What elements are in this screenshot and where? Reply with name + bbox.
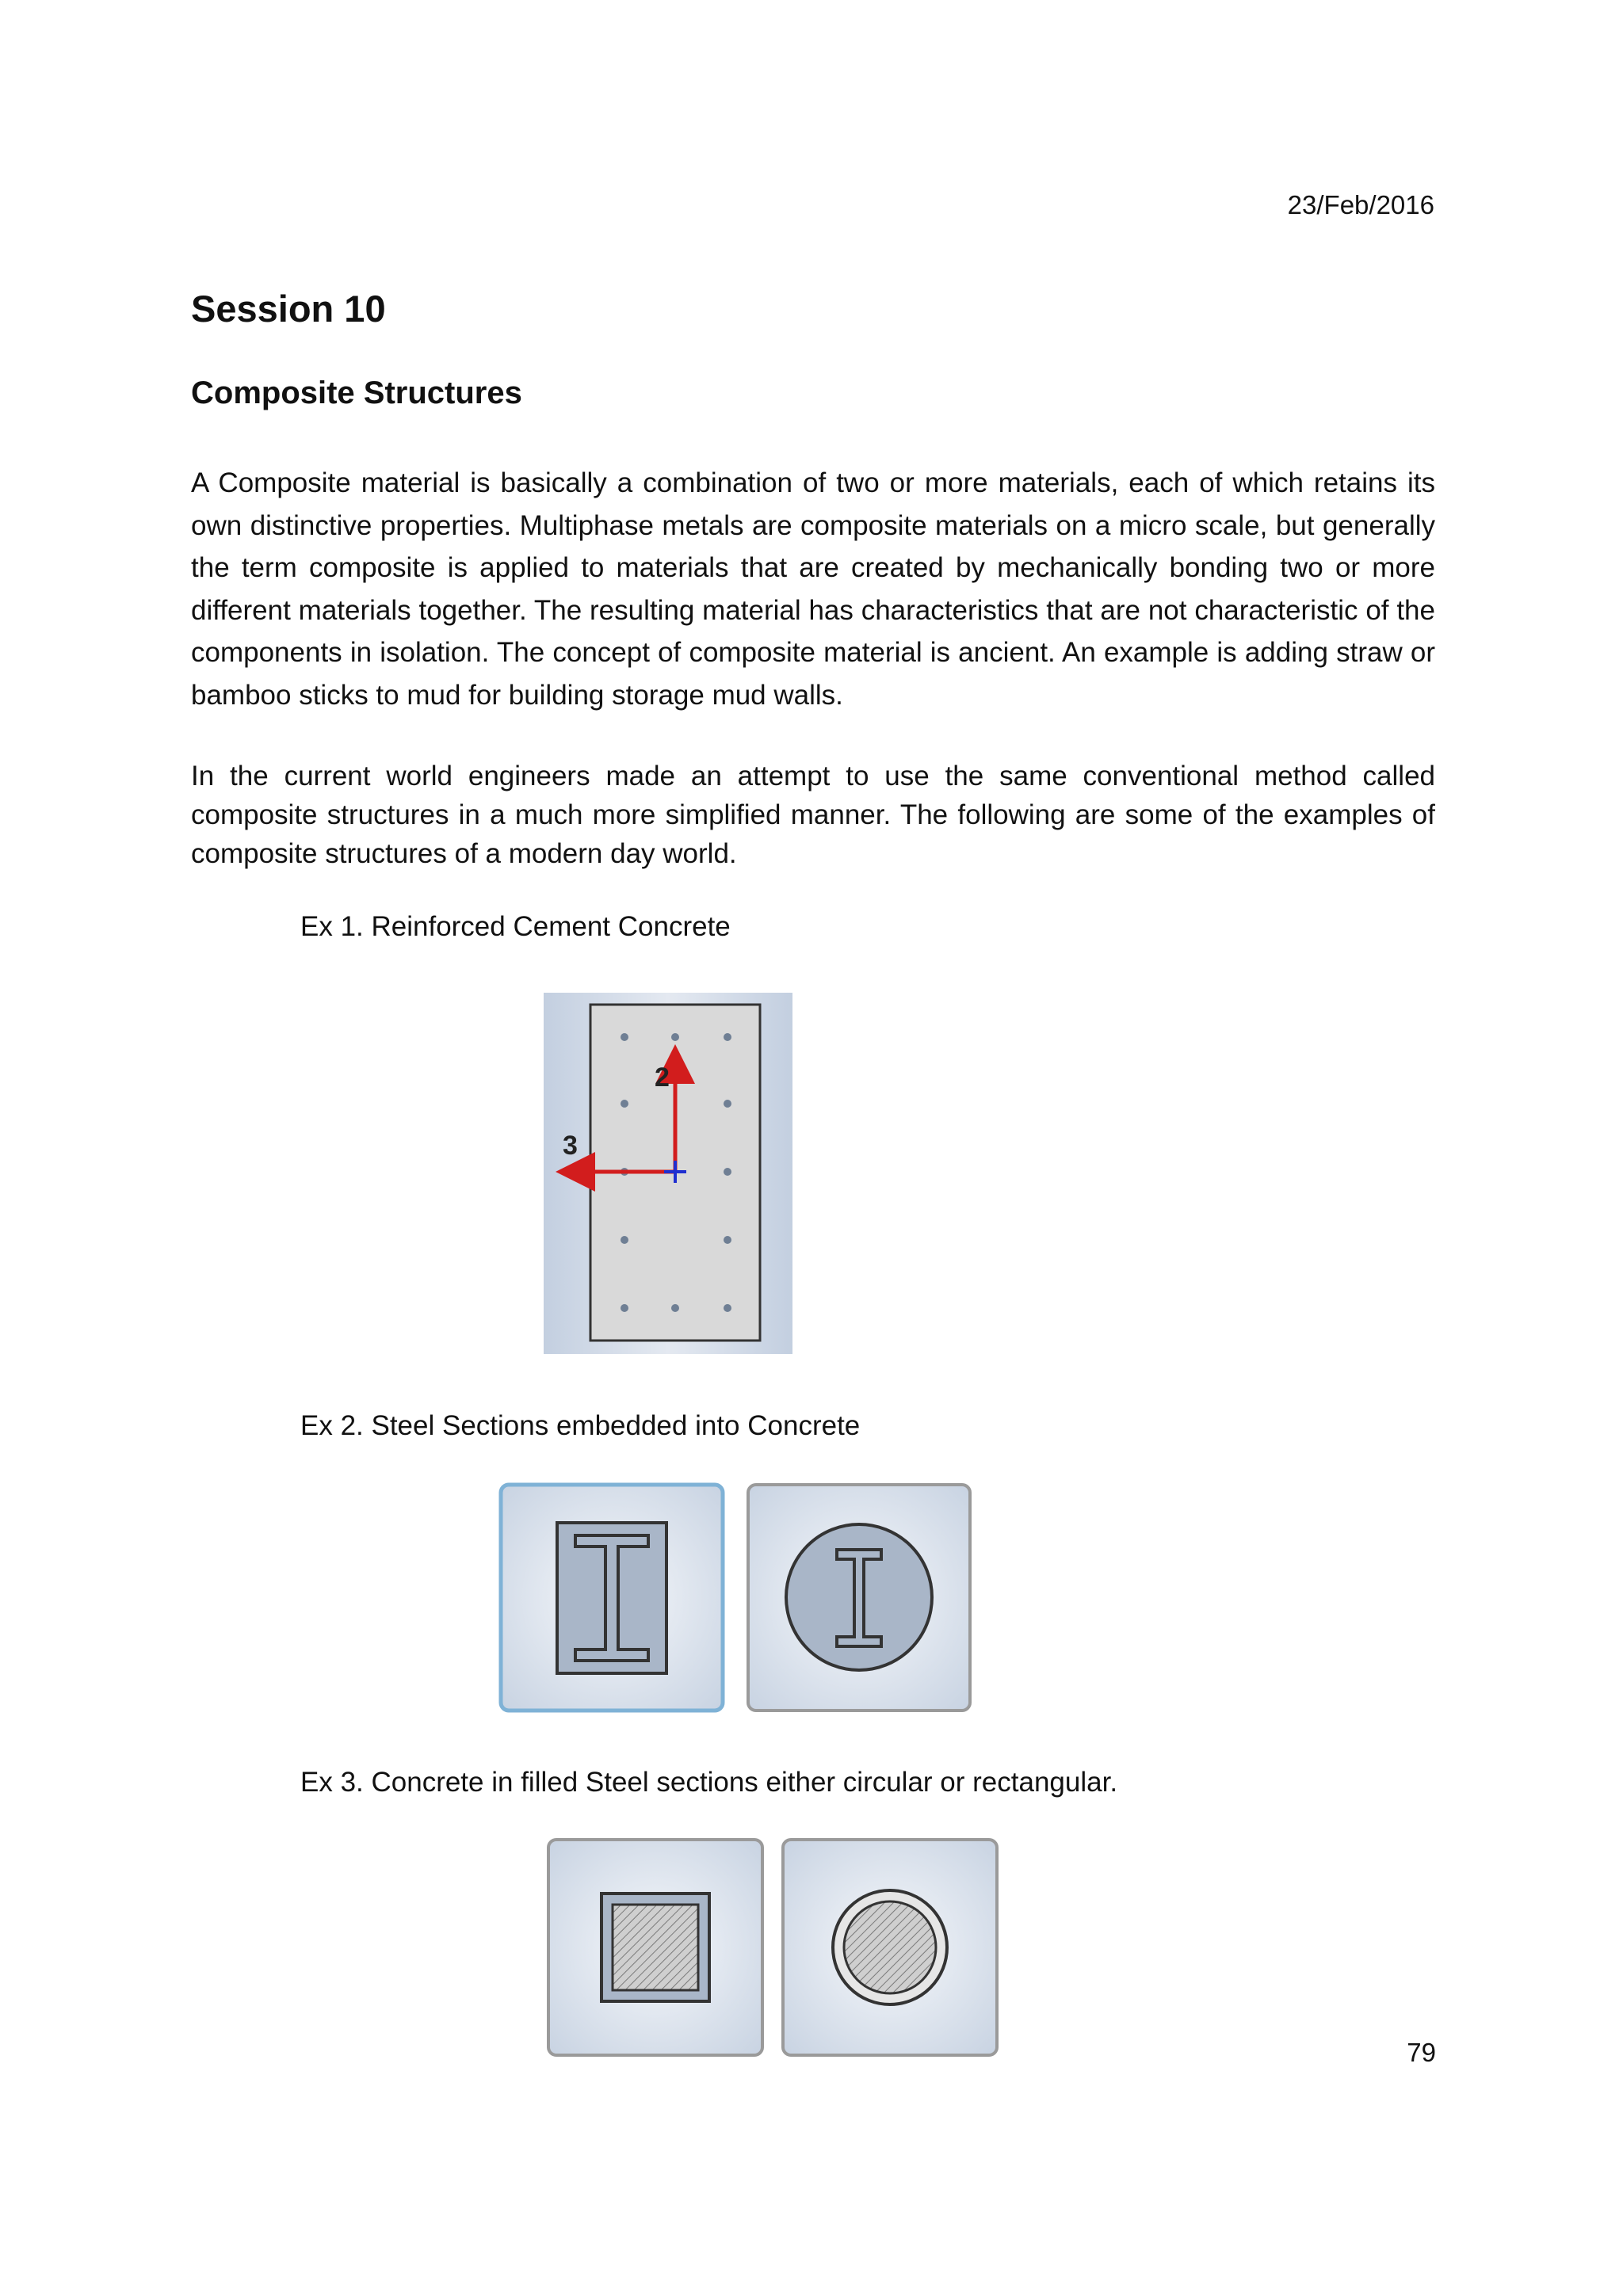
example-2-label: Ex 2. Steel Sections embedded into Concrete [300, 1410, 861, 1441]
paragraph-intro: A Composite material is basically a combination of two or more materials, each of which retains its own distinctive properties. Multiphase metals are composite materials on a micro scale, but generally the term composite is applied to materials that are created by mechanically bonding two or more different materials together. The resulting material has characteristics that are not characteristic of the components in isolation. The concept of composite material is ancient. An example is adding straw or bamboo sticks to mud for building storage mud walls. [191, 467, 1435, 711]
example-3-label: Ex 3. Concrete in filled Steel sections either circular or rectangular. [300, 1767, 1118, 1798]
axis-label-3: 3 [563, 1131, 578, 1161]
i-section-in-rectangle-icon [498, 1482, 726, 1714]
i-section-circle-figure [745, 1482, 973, 1714]
filled-circular-tube-figure [780, 1836, 1000, 2058]
filled-square-tube-icon [545, 1836, 766, 2058]
filled-circular-tube-icon [780, 1836, 1000, 2058]
rcc-section-icon [544, 993, 792, 1354]
section-title: Composite Structures [191, 376, 522, 410]
rcc-section-figure [544, 993, 792, 1354]
date: 23/Feb/2016 [1287, 190, 1434, 219]
page-number: 79 [1407, 2038, 1436, 2067]
i-section-rect-figure [498, 1482, 726, 1714]
i-section-in-circle-icon [745, 1482, 973, 1714]
axis-label-2: 2 [655, 1062, 670, 1093]
filled-square-tube-figure [545, 1836, 766, 2058]
example-1-label: Ex 1. Reinforced Cement Concrete [300, 911, 731, 942]
session-title: Session 10 [191, 288, 386, 330]
paragraph-modern-use: In the current world engineers made an attempt to use the same conventional method called composite structures in a much more simplified manner. The following are some of the examples of composite structures of a modern day world. [191, 761, 1435, 869]
